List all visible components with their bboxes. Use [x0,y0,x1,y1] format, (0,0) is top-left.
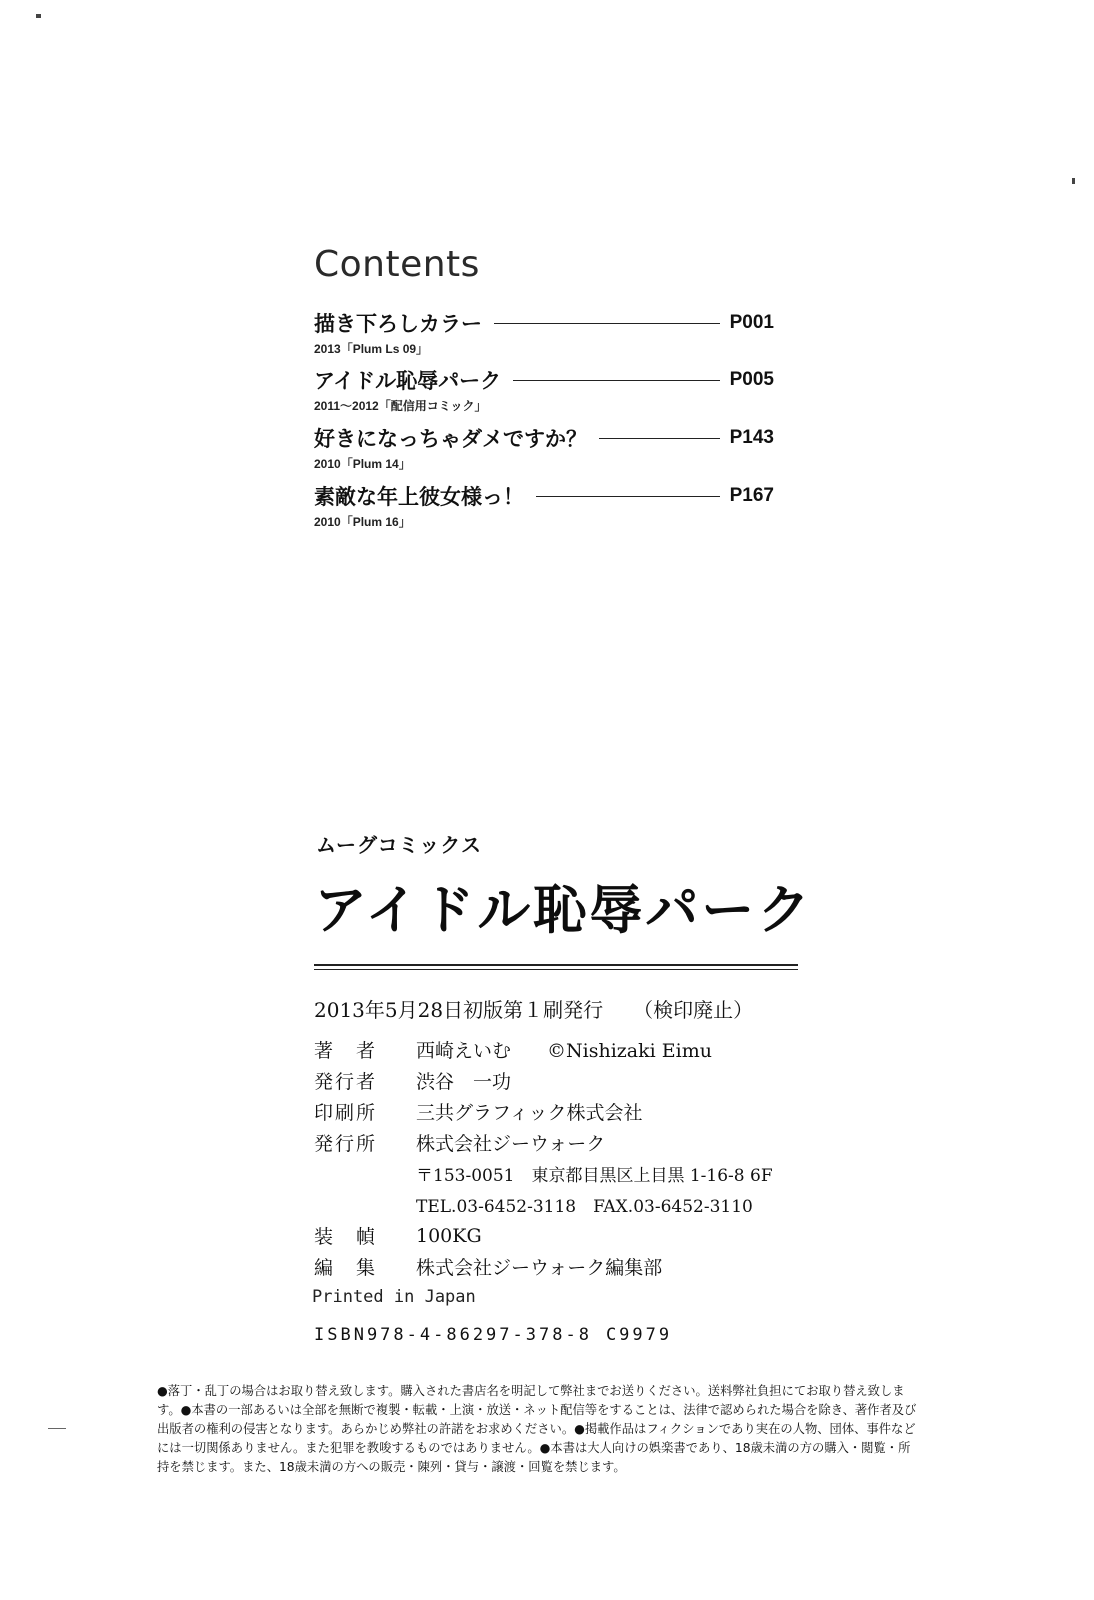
toc-leader-line [494,323,720,324]
toc-entry [314,308,774,357]
credit-label: 著 者 [314,1040,378,1062]
toc-source: 2011～2012「配信用コミック」 [314,399,487,413]
seal-note: （検印廃止） [633,998,754,1022]
legal-notice [157,1382,917,1477]
phone-line [314,1189,773,1220]
toc-title: アイドル恥辱パーク [314,369,502,393]
isbn-line [314,1325,672,1345]
credit-row-publisher [314,1065,773,1096]
toc-title: 好きになっちゃダメですか？ [314,427,587,451]
copyright-notice: ©Nishizaki Eimu [547,1040,712,1062]
credit-label: 装 幀 [314,1226,378,1248]
toc-leader-line [513,380,720,381]
contents-heading: Contents [314,244,480,285]
credit-value: 三共グラフィック株式会社 [416,1102,643,1124]
credit-value: 株式会社ジーウォーク [416,1133,606,1155]
credit-value [416,1036,712,1063]
credit-value: 株式会社ジーウォーク編集部 [416,1257,663,1279]
credit-row-author [314,1034,773,1065]
classification-code: C9979 [605,1325,673,1345]
publication-date [314,994,753,1023]
credit-label: 印刷所 [314,1102,378,1124]
legal-notice-text: ●落丁・乱丁の場合はお取り替え致します。購入された書店名を明記して弊社までお送りください。送料弊社負担にてお取り替え致します。●本書の一部あるいは全部を無断で複製・転載・上演・放送・ネット配信等をすることは、法律で認められた場合を除き、著作者及び出版者の権利の侵害となります。あらかじめ弊社の許諾をお求めください。●掲載作品はフィクションであり実在の人物、団体、事件などには一切関係ありません。また犯罪を教唆するものではありません。●本書は大人向けの娯楽書であり、18歳未満の方の購入・閲覧・所持を禁じます。また、18歳未満の方への販売・陳列・貸与・譲渡・回覧を禁じます。 [157,1384,917,1474]
toc-source: 2013「Plum Ls 09」 [314,342,429,356]
credit-row-design [314,1220,773,1251]
postal-address: 〒153-0051 東京都目黒区上目黒 1-16-8 6F [416,1166,773,1186]
scan-speck [1072,178,1075,184]
divider-rule [314,964,798,966]
toc-leader-line [536,496,720,497]
imprint-label: ムーグコミックス [316,833,482,857]
credit-label: 発行所 [314,1133,378,1155]
scan-speck [48,1428,66,1429]
toc-page-number: P001 [729,312,774,333]
credits-list [314,1034,773,1282]
toc-leader-line [599,438,720,439]
toc-source: 2010「Plum 14」 [314,457,411,471]
toc-entry [314,481,774,530]
toc-entry [314,365,774,414]
credit-row-publishing-house [314,1127,773,1158]
printed-in-japan: Printed in Japan [312,1287,476,1307]
toc-page-number: P143 [729,427,774,448]
toc-title: 描き下ろしカラー [314,312,482,336]
toc-title: 素敵な年上彼女様っ！ [314,485,524,509]
credit-row-printer [314,1096,773,1127]
credit-value: 100KG [416,1224,482,1247]
address-line [314,1158,773,1189]
first-edition-date: 2013年5月28日初版第１刷発行 [314,998,604,1022]
credit-value: 渋谷 一功 [416,1071,512,1093]
credit-row-editor [314,1251,773,1282]
credit-label: 編 集 [314,1257,378,1279]
toc-page-number: P167 [729,485,774,506]
divider-rule [314,969,798,970]
book-title: アイドル恥辱パーク [314,880,814,941]
toc-page-number: P005 [729,369,774,390]
toc-entry [314,423,774,472]
author-name: 西崎えいむ [416,1040,512,1062]
isbn-number: ISBN978-4-86297-378-8 [314,1325,592,1345]
credit-label: 発行者 [314,1071,378,1093]
scan-speck [36,14,41,18]
toc-source: 2010「Plum 16」 [314,515,411,529]
tel-fax: TEL.03-6452-3118 FAX.03-6452-3110 [416,1197,753,1217]
